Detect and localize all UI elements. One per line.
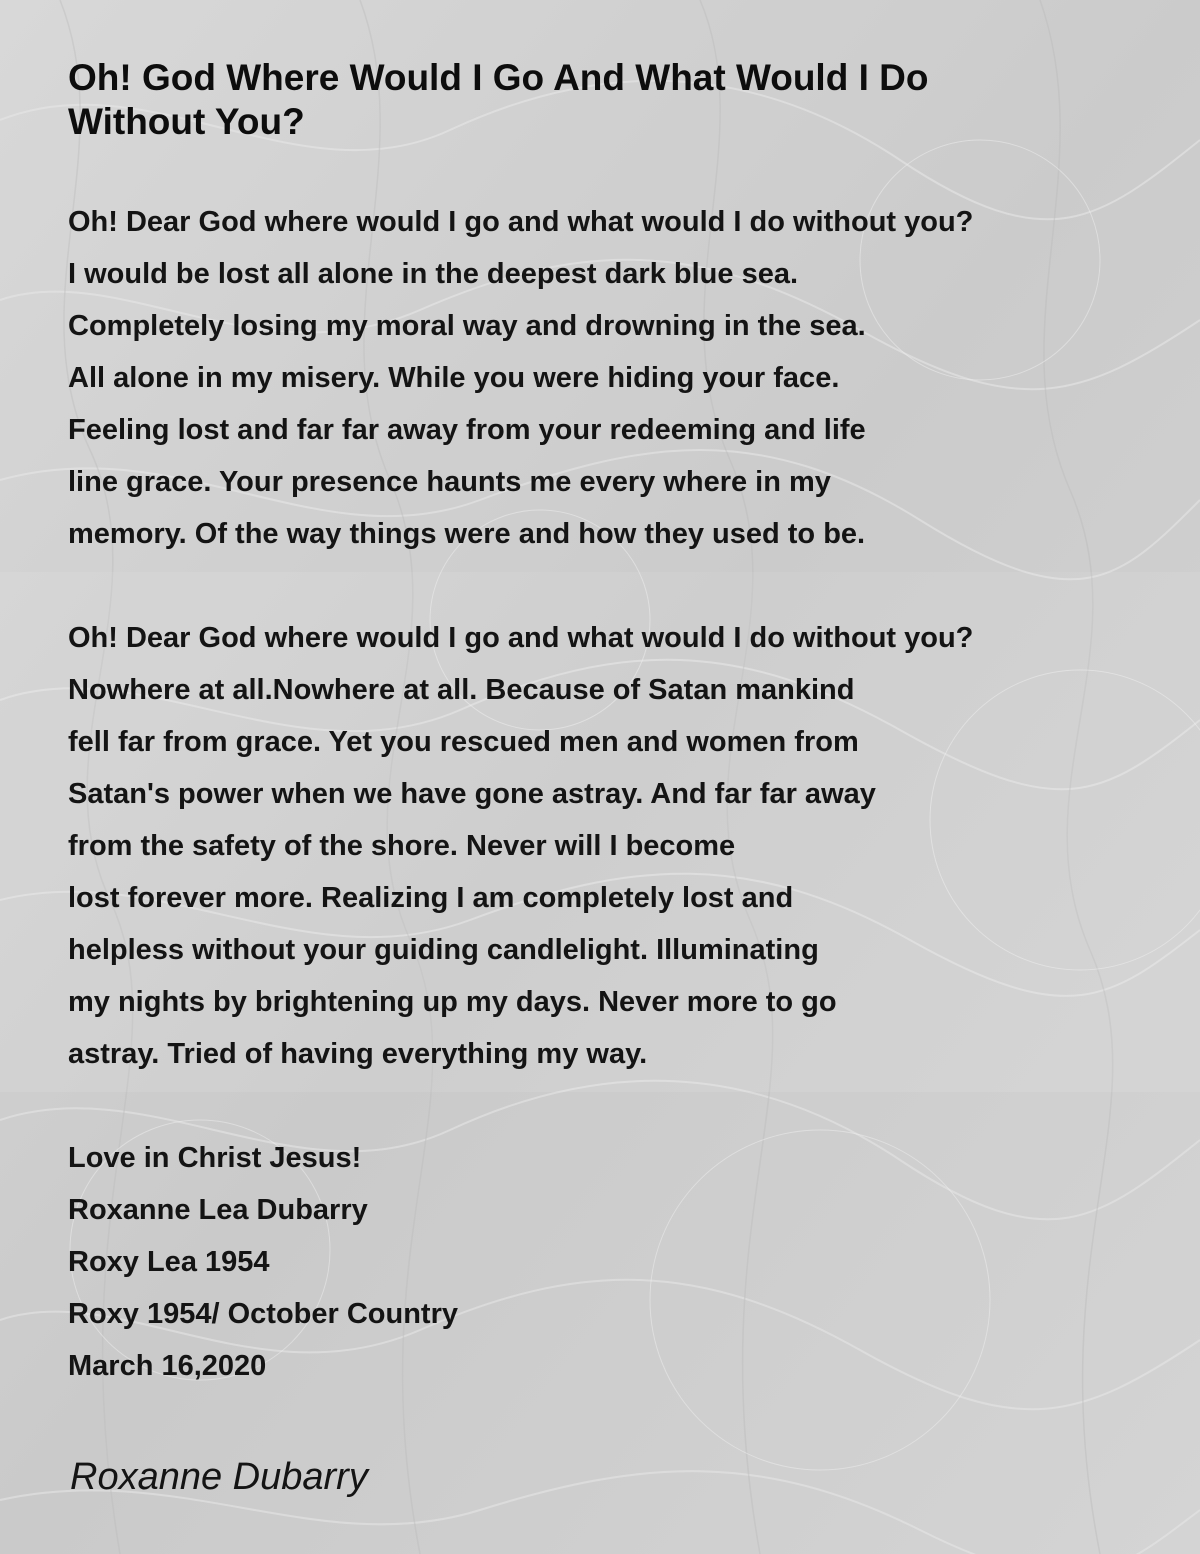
signoff-block [68, 1132, 1168, 1392]
poem-line: Completely losing my moral way and drowning in the sea. [68, 310, 866, 342]
poem-line: I would be lost all alone in the deepest dark blue sea. [68, 258, 799, 290]
signoff-line: March 16,2020 [68, 1350, 267, 1382]
poem-line: Oh! Dear God where would I go and what would I do without you? [68, 206, 974, 238]
poem-line: my nights by brightening up my days. Never more to go [68, 986, 837, 1018]
signoff-line: Roxanne Lea Dubarry [68, 1194, 368, 1226]
poem-title: Oh! God Where Would I Go And What Would I Do Without You? [68, 57, 929, 142]
poem-line: Satan's power when we have gone astray. And far far away [68, 778, 876, 810]
signoff-line: Roxy 1954/ October Country [68, 1298, 458, 1330]
poem-line: memory. Of the way things were and how they used to be. [68, 518, 866, 550]
poem-content [68, 56, 1168, 1392]
signoff-line: Roxy Lea 1954 [68, 1246, 270, 1278]
poem-line: All alone in my misery. While you were hiding your face. [68, 362, 840, 394]
poem-line: Feeling lost and far far away from your redeeming and life [68, 414, 866, 446]
author-name: Roxanne Dubarry [70, 1456, 368, 1498]
stanza-2 [68, 612, 1168, 1080]
poem-line: line grace. Your presence haunts me every where in my [68, 466, 831, 498]
poem-line: lost forever more. Realizing I am completely lost and [68, 882, 794, 914]
poem-line: astray. Tried of having everything my way. [68, 1038, 648, 1070]
poem-line: Nowhere at all.Nowhere at all. Because of Satan mankind [68, 674, 855, 706]
stanza-1 [68, 196, 1168, 560]
poem-line: Oh! Dear God where would I go and what would I do without you? [68, 622, 974, 654]
poem-line: helpless without your guiding candlelight. Illuminating [68, 934, 819, 966]
signoff-line: Love in Christ Jesus! [68, 1142, 362, 1174]
poem-line: from the safety of the shore. Never will I become [68, 830, 736, 862]
poem-line: fell far from grace. Yet you rescued men and women from [68, 726, 859, 758]
